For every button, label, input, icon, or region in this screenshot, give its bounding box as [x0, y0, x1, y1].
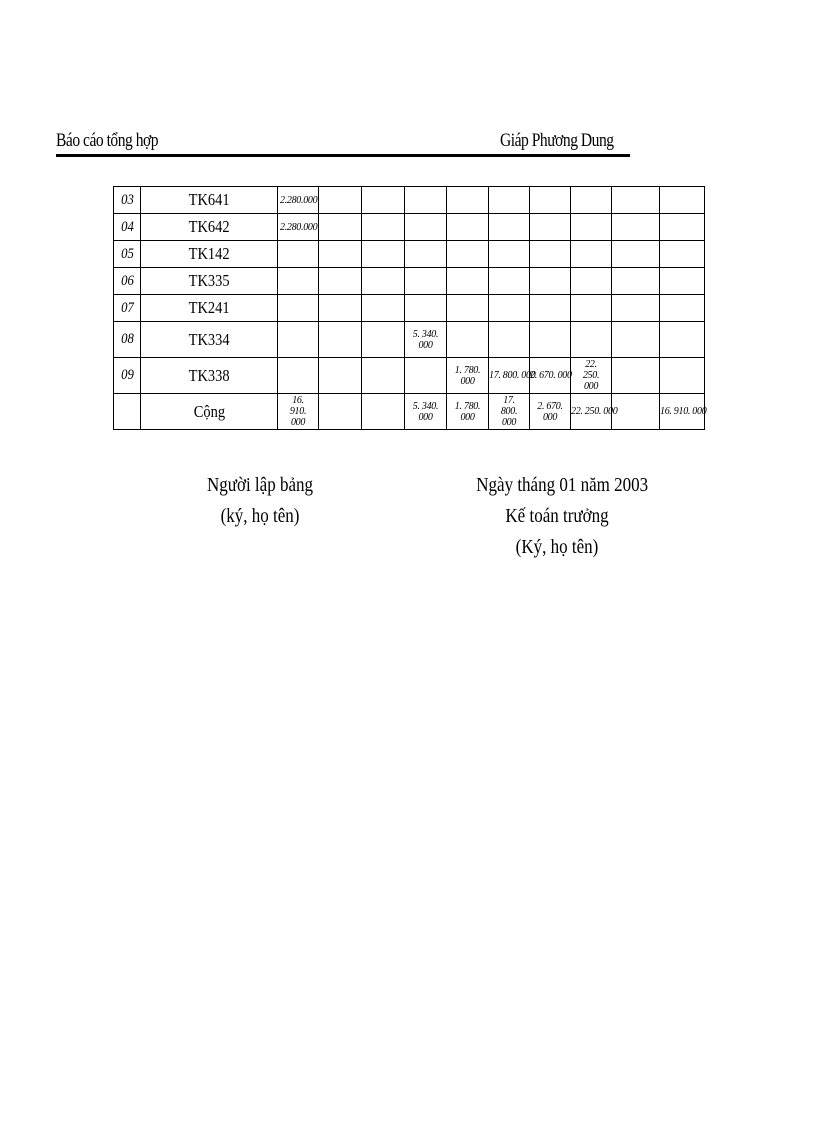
account-code: TK334	[188, 329, 230, 349]
amount-cell-9	[612, 187, 660, 214]
amount-cell-2	[319, 214, 362, 241]
account-cell	[141, 358, 278, 394]
account-cell	[141, 295, 278, 322]
table-row	[114, 268, 705, 295]
account-code: Cộng	[193, 401, 225, 421]
amount-cell-3	[362, 322, 405, 358]
amount-cell-7	[530, 268, 571, 295]
account-cell	[141, 214, 278, 241]
amount-cell-7	[530, 295, 571, 322]
row-number-cell	[114, 187, 141, 214]
page-header	[56, 130, 630, 160]
amount-cell-7	[530, 187, 571, 214]
amount-cell-4	[405, 322, 447, 358]
amount-cell-6	[489, 268, 530, 295]
account-cell	[141, 268, 278, 295]
amount-cell-10	[660, 187, 705, 214]
amount-cell-4	[405, 295, 447, 322]
amount-cell-9	[612, 394, 660, 430]
amount-value: 2. 670. 000	[537, 400, 563, 423]
amount-cell-4	[405, 187, 447, 214]
amount-cell-7	[530, 214, 571, 241]
amount-value: 2. 670. 000	[530, 370, 572, 381]
amount-cell-6	[489, 214, 530, 241]
amount-cell-8	[571, 241, 612, 268]
amount-cell-1	[278, 268, 319, 295]
account-cell	[141, 394, 278, 430]
row-number: 09	[121, 367, 134, 383]
account-code: TK241	[188, 298, 230, 317]
amount-cell-7	[530, 241, 571, 268]
amount-cell-2	[319, 394, 362, 430]
amount-value: 16. 910. 000	[289, 395, 307, 428]
row-number-cell	[114, 394, 141, 430]
amount-cell-1	[278, 214, 319, 241]
amount-value: 5. 340. 000	[412, 400, 439, 423]
amount-cell-9	[612, 358, 660, 394]
amount-cell-5	[447, 295, 489, 322]
account-cell	[141, 322, 278, 358]
chief-accountant-label: Kế toán trưởng	[505, 505, 609, 527]
preparer-label: Người lập bảng	[206, 474, 314, 496]
amount-cell-5	[447, 241, 489, 268]
amount-cell-10	[660, 322, 705, 358]
amount-cell-9	[612, 268, 660, 295]
amount-cell-8	[571, 358, 612, 394]
row-number-cell	[114, 241, 141, 268]
amount-cell-6	[489, 394, 530, 430]
preparer-signature-block	[190, 470, 330, 532]
amount-cell-9	[612, 322, 660, 358]
amount-cell-1	[278, 358, 319, 394]
amount-cell-5	[447, 268, 489, 295]
amount-cell-10	[660, 394, 705, 430]
amount-cell-3	[362, 394, 405, 430]
account-code: TK335	[188, 271, 230, 290]
report-title: Báo cáo tổng hợp	[56, 130, 159, 151]
table-row	[114, 241, 705, 268]
amount-value: 17. 800. 000	[500, 395, 518, 428]
table-row	[114, 214, 705, 241]
signature-date: Ngày tháng 01 năm 2003	[476, 474, 649, 496]
summary-table	[113, 186, 705, 430]
amount-value: 1. 780. 000	[454, 364, 481, 387]
row-number: 06	[121, 272, 134, 289]
total-row	[114, 394, 705, 430]
amount-cell-8	[571, 187, 612, 214]
row-number-cell	[114, 268, 141, 295]
amount-cell-4	[405, 358, 447, 394]
amount-cell-5	[447, 358, 489, 394]
amount-cell-9	[612, 214, 660, 241]
amount-value: 22. 250. 000	[582, 359, 600, 392]
row-number: 05	[121, 245, 134, 262]
amount-cell-8	[571, 322, 612, 358]
row-number-cell	[114, 295, 141, 322]
amount-cell-5	[447, 322, 489, 358]
amount-cell-10	[660, 358, 705, 394]
amount-cell-1	[278, 241, 319, 268]
amount-cell-9	[612, 295, 660, 322]
row-number: 04	[121, 218, 134, 235]
amount-cell-2	[319, 241, 362, 268]
row-number: 08	[121, 331, 134, 347]
account-code: TK641	[188, 190, 230, 209]
amount-cell-10	[660, 241, 705, 268]
table-row	[114, 322, 705, 358]
amount-cell-3	[362, 358, 405, 394]
amount-cell-6	[489, 295, 530, 322]
amount-cell-1	[278, 322, 319, 358]
amount-cell-2	[319, 358, 362, 394]
amount-cell-4	[405, 214, 447, 241]
chief-accountant-signature-block	[462, 470, 652, 563]
chief-accountant-sign-note: (Ký, họ tên)	[515, 536, 599, 558]
amount-cell-3	[362, 295, 405, 322]
amount-cell-2	[319, 322, 362, 358]
amount-cell-8	[571, 394, 618, 430]
amount-cell-10	[660, 268, 705, 295]
amount-value: 1. 780. 000	[454, 400, 481, 423]
amount-cell-5	[447, 394, 489, 430]
amount-cell-1	[278, 187, 319, 214]
table-row	[114, 358, 705, 394]
amount-cell-6	[489, 358, 536, 394]
row-number-cell	[114, 322, 141, 358]
table-row	[114, 187, 705, 214]
amount-cell-10	[660, 295, 705, 322]
amount-value: 22. 250. 000	[571, 406, 618, 417]
account-code: TK642	[188, 217, 230, 236]
row-number: 03	[121, 191, 134, 208]
amount-cell-3	[362, 268, 405, 295]
amount-cell-10	[660, 214, 705, 241]
amount-value: 5. 340. 000	[412, 328, 439, 351]
amount-cell-3	[362, 187, 405, 214]
amount-value: 17. 800. 000	[489, 370, 536, 381]
row-number: 07	[121, 299, 134, 316]
account-code: TK338	[188, 365, 230, 385]
preparer-sign-note: (ký, họ tên)	[220, 505, 300, 527]
account-code: TK142	[188, 244, 230, 263]
header-underline	[56, 154, 630, 157]
amount-cell-5	[447, 187, 489, 214]
amount-cell-7	[530, 358, 571, 394]
author-name: Giáp Phương Dung	[500, 130, 614, 151]
amount-cell-6	[489, 187, 530, 214]
amount-cell-7	[530, 394, 571, 430]
amount-cell-6	[489, 322, 530, 358]
table-row	[114, 295, 705, 322]
amount-cell-7	[530, 322, 571, 358]
account-cell	[141, 187, 278, 214]
amount-cell-3	[362, 214, 405, 241]
amount-cell-2	[319, 268, 362, 295]
row-number-cell	[114, 214, 141, 241]
amount-cell-8	[571, 295, 612, 322]
amount-cell-2	[319, 187, 362, 214]
amount-cell-4	[405, 268, 447, 295]
amount-cell-5	[447, 214, 489, 241]
amount-cell-2	[319, 295, 362, 322]
amount-cell-8	[571, 268, 612, 295]
amount-cell-9	[612, 241, 660, 268]
amount-cell-8	[571, 214, 612, 241]
account-cell	[141, 241, 278, 268]
amount-value: 16. 910. 000	[660, 406, 707, 417]
amount-cell-1	[278, 394, 319, 430]
amount-value: 2.280.000	[280, 221, 318, 233]
amount-cell-3	[362, 241, 405, 268]
row-number-cell	[114, 358, 141, 394]
table-body	[114, 187, 705, 430]
amount-value: 2.280.000	[280, 194, 318, 206]
amount-cell-4	[405, 241, 447, 268]
amount-cell-6	[489, 241, 530, 268]
amount-cell-4	[405, 394, 447, 430]
amount-cell-1	[278, 295, 319, 322]
